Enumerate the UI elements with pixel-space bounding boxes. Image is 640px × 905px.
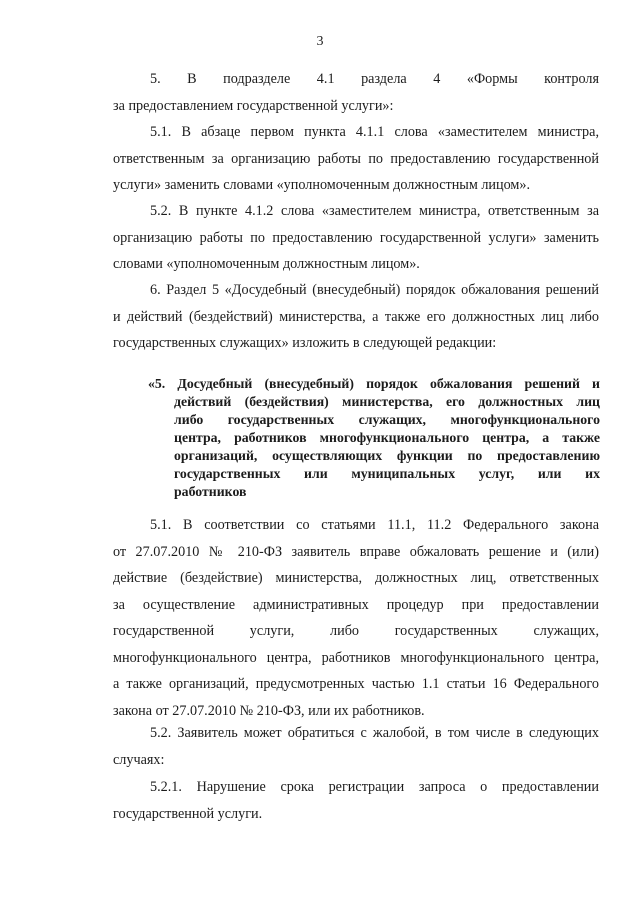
paragraph-5-1-complaint <box>113 512 599 724</box>
text-line: 5. В подразделе 4.1 раздела 4 «Формы контроля <box>150 71 599 87</box>
text-line: закона от 27.07.2010 № 210-ФЗ, или их работников. <box>113 702 425 719</box>
text-line: за осуществление административных процедур при предоставлении <box>113 596 599 613</box>
text-line: 5.2.1. Нарушение срока регистрации запроса о предоставлении <box>150 779 599 795</box>
text-line: услуги» заменить словами «уполномоченным должностным лицом». <box>113 177 531 193</box>
text-line: государственной услуги, либо государственных служащих, <box>113 623 599 639</box>
heading-line: действий (бездействия) министерства, его должностных лиц <box>174 394 600 409</box>
paragraph-5-2-complaint <box>113 720 599 773</box>
text-line: организацию работы по предоставлению государственной услуги» заменить <box>113 229 599 246</box>
text-line: а также организаций, предусмотренных частью 1.1 статьи 16 Федерального <box>113 676 599 692</box>
heading-line: государственных или муниципальных услуг, или их <box>174 466 600 481</box>
paragraph-5-2 <box>113 198 599 278</box>
text-line: ответственным за организацию работы по предоставлению государственной <box>113 150 599 167</box>
paragraph-5-1 <box>113 119 599 199</box>
heading-line: либо государственных служащих, многофункционального <box>174 412 600 427</box>
paragraph-5 <box>113 66 599 119</box>
text-line: 5.2. Заявитель может обратиться с жалобой, в том числе в следующих <box>150 725 599 741</box>
paragraph-5-2-1 <box>113 774 599 827</box>
heading-line: организаций, осуществляющих функции по предоставлению <box>174 448 600 463</box>
text-line: государственных служащих» изложить в следующей редакции: <box>113 335 497 351</box>
text-line: от 27.07.2010 № 210-ФЗ заявитель вправе обжаловать решение и (или) <box>113 543 599 560</box>
text-line: действие (бездействие) министерства, должностных лиц, ответственных <box>113 570 599 586</box>
text-line: государственной услуги. <box>113 805 263 822</box>
text-line: 5.1. В абзаце первом пункта 4.1.1 слова «заместителем министра, <box>150 124 599 140</box>
text-line: 5.1. В соответствии со статьями 11.1, 11.2 Федерального закона <box>150 517 599 533</box>
heading-line: «5. Досудебный (внесудебный) порядок обжалования решений и <box>148 376 600 391</box>
text-line: 6. Раздел 5 «Досудебный (внесудебный) порядок обжалования решений <box>150 282 599 298</box>
text-line: и действий (бездействий) министерства, а также его должностных лиц либо <box>113 308 599 325</box>
text-line: многофункционального центра, работников многофункционального центра, <box>113 649 599 666</box>
text-line: за предоставлением государственной услуги»: <box>113 97 394 114</box>
paragraph-6 <box>113 277 599 357</box>
text-line: случаях: <box>113 751 165 768</box>
heading-line: работников <box>174 484 247 499</box>
text-line: словами «уполномоченным должностным лицом». <box>113 256 420 272</box>
heading-line: центра, работников многофункционального центра, а также <box>174 430 600 445</box>
section-heading <box>148 375 600 501</box>
text-line: 5.2. В пункте 4.1.2 слова «заместителем министра, ответственным за <box>150 203 599 219</box>
page-number: 3 <box>316 34 324 49</box>
